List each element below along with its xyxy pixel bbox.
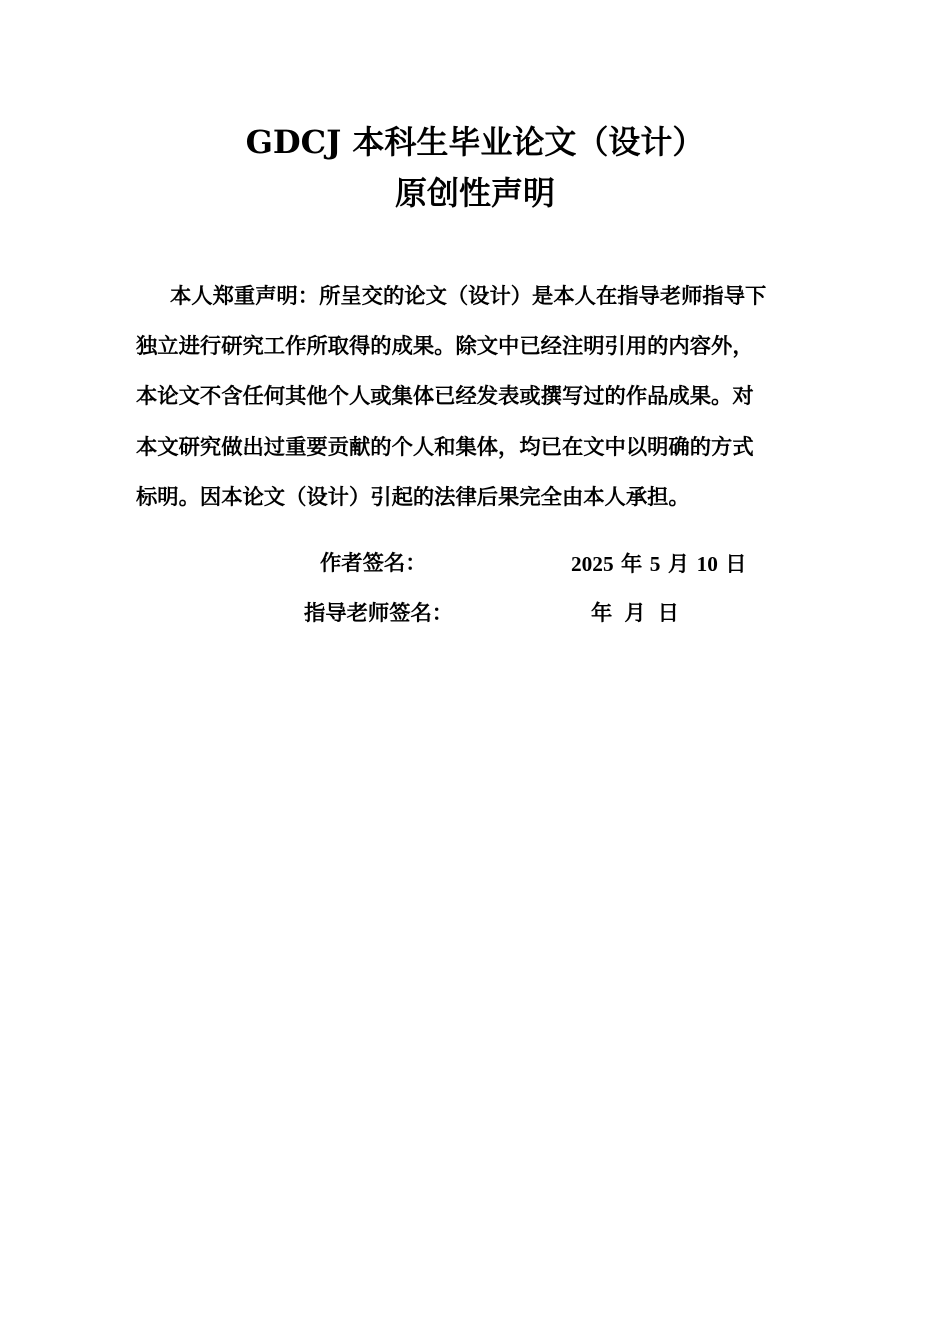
advisor-signature-label: 指导老师签名： (304, 601, 454, 626)
author-date-year: 2025 (571, 552, 614, 576)
author-date-day: 10 (696, 552, 718, 576)
author-date-day-unit: 日 (725, 552, 747, 577)
declaration-line: 本文研究做出过重要贡献的个人和集体，均已在文中以明确的方式 (136, 434, 754, 460)
declaration-line: 标明。因本论文（设计）引起的法律后果完全由本人承担。 (136, 484, 690, 510)
declaration-line: 本论文不含任何其他个人或集体已经发表或撰写过的作品成果。对 (136, 384, 754, 410)
author-date-month-unit: 月 (667, 552, 690, 577)
author-signature-label: 作者签名： (320, 551, 427, 576)
advisor-date-day-unit: 日 (657, 601, 679, 626)
author-signature-date (571, 549, 747, 580)
document-title: GDCJ 本科生毕业论文（设计） (245, 123, 705, 161)
advisor-signature-date (591, 599, 679, 629)
advisor-date-month-unit: 月 (624, 601, 646, 626)
document-subtitle: 原创性声明 (394, 174, 555, 212)
declaration-line: 独立进行研究工作所取得的成果。除文中已经注明引用的内容外， (136, 334, 754, 360)
declaration-paragraph (136, 272, 846, 523)
declaration-line: 本人郑重声明：所呈交的论文（设计）是本人在指导老师指导下 (170, 284, 767, 309)
author-date-year-unit: 年 (621, 552, 643, 577)
author-date-month: 5 (649, 552, 661, 576)
advisor-date-year-unit: 年 (591, 601, 613, 626)
